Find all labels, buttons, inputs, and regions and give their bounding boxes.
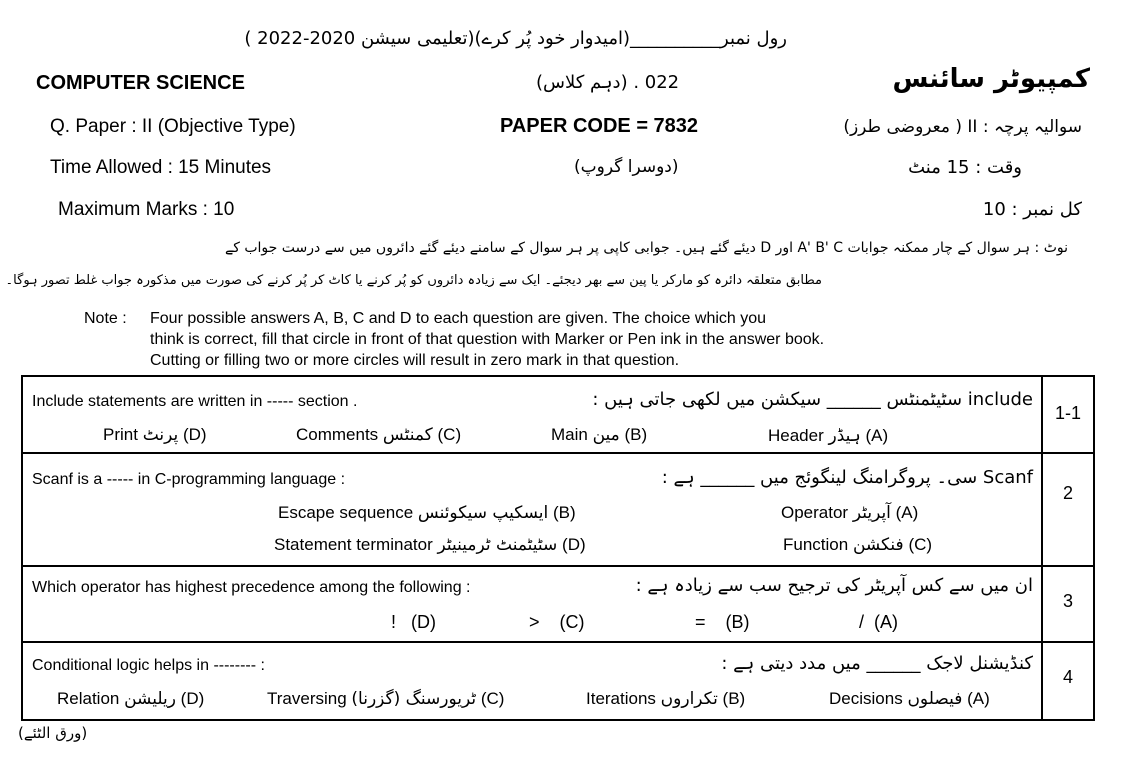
option-c: > (C) — [529, 612, 585, 632]
note-english-line-3: Cutting or filling two or more circles will result in zero mark in that question. — [150, 352, 680, 369]
roll-number-line: رول نمبر__________(امیدوار خود پُر کرے)(تعلیمی سیشن 2020-2022 ) — [244, 28, 787, 49]
option-a: Operator آپریٹر (A) — [781, 503, 919, 523]
row-divider — [23, 641, 1093, 643]
option-b: = (B) — [695, 612, 750, 632]
question-number: 1-1 — [1054, 403, 1081, 423]
note-english-line-1: Four possible answers A, B, C and D to each question are given. The choice which you — [150, 310, 767, 327]
option-d: Statement terminator سٹیٹمنٹ ٹرمینیٹر (D) — [274, 535, 586, 555]
turn-over-note: (ورق الٹئے) — [18, 724, 88, 742]
option-a: Decisions فیصلوں (A) — [829, 689, 990, 709]
row-divider — [23, 452, 1093, 454]
paper-type-urdu: سوالیہ پرچہ : II ( معروضی طرز) — [843, 117, 1082, 137]
option-d: Relation ریلیشن (D) — [57, 689, 205, 709]
maximum-marks-urdu: کل نمبر : 10 — [982, 199, 1082, 220]
note-label: Note : — [84, 310, 127, 327]
option-b: Escape sequence ایسکیپ سیکوئنس (B) — [278, 503, 576, 523]
question-text-urdu: کنڈیشنل لاجک ______ میں مدد دیتی ہے : — [721, 653, 1033, 674]
option-c: Comments کمنٹس (C) — [296, 425, 462, 445]
row-divider — [23, 565, 1093, 567]
question-text-urdu: include سٹیٹمنٹس ______ سیکشن میں لکھی جاتی ہیں : — [592, 389, 1033, 410]
group-urdu: (دوسرا گروپ) — [574, 157, 679, 177]
paper-type-english: Q. Paper : II (Objective Type) — [50, 116, 296, 137]
option-c: Traversing ٹریورسنگ (گزرنا) (C) — [267, 689, 505, 709]
question-text-urdu: ان میں سے کس آپریٹر کی ترجیح سب سے زیادہ ہے : — [635, 575, 1033, 596]
option-c: Function فنکشن (C) — [783, 535, 933, 555]
option-b: Main مین (B) — [551, 425, 648, 445]
question-text-english: Scanf is a ----- in C-programming language : — [32, 471, 346, 488]
question-text-english: Conditional logic helps in -------- : — [32, 657, 265, 674]
questions-table — [21, 375, 1095, 721]
option-d: ! (D) — [391, 612, 437, 632]
question-number: 2 — [1062, 483, 1073, 503]
class-line: 022 . (دہم کلاس) — [536, 72, 680, 93]
time-allowed-english: Time Allowed : 15 Minutes — [50, 157, 272, 178]
note-english-line-2: think is correct, fill that circle in front of that question with Marker or Pen ink in the answer book. — [150, 331, 825, 348]
option-a: / (A) — [859, 612, 899, 632]
subject-english: COMPUTER SCIENCE — [36, 72, 245, 94]
option-b: Iterations تکراروں (B) — [586, 689, 746, 709]
question-text-english: Which operator has highest precedence among the following : — [32, 579, 471, 596]
question-number: 3 — [1062, 591, 1073, 611]
option-a: Header ہیڈر (A) — [768, 426, 889, 446]
question-number: 4 — [1062, 667, 1073, 687]
maximum-marks-english: Maximum Marks : 10 — [58, 199, 235, 220]
note-urdu-line-1: نوٹ : ہر سوال کے چار ممکنہ جوابات A' B' C اور D دیئے گئے ہیں۔ جوابی کاپی پر ہر سوال کے سامنے دیئے گئے دائروں میں سے درست جواب کے — [225, 240, 1068, 256]
question-text-urdu: Scanf سی۔ پروگرامنگ لینگوئج میں ______ ہے : — [661, 467, 1033, 488]
question-text-english: Include statements are written in ----- section . — [32, 393, 358, 410]
note-urdu-line-2: مطابق متعلقہ دائرہ کو مارکر یا پین سے بھر دیجئے۔ ایک سے زیادہ دائروں کو پُر کرنے یا کاٹ کر پُر کرنے کی صورت میں مذکورہ جواب غلط تصور ہوگا۔ — [5, 273, 822, 288]
subject-urdu: کمپیوٹر سائنس — [892, 64, 1090, 94]
paper-code: PAPER CODE = 7832 — [500, 115, 699, 137]
option-d: Print پرنٹ (D) — [103, 425, 207, 445]
time-allowed-urdu: وقت : 15 منٹ — [908, 157, 1022, 178]
